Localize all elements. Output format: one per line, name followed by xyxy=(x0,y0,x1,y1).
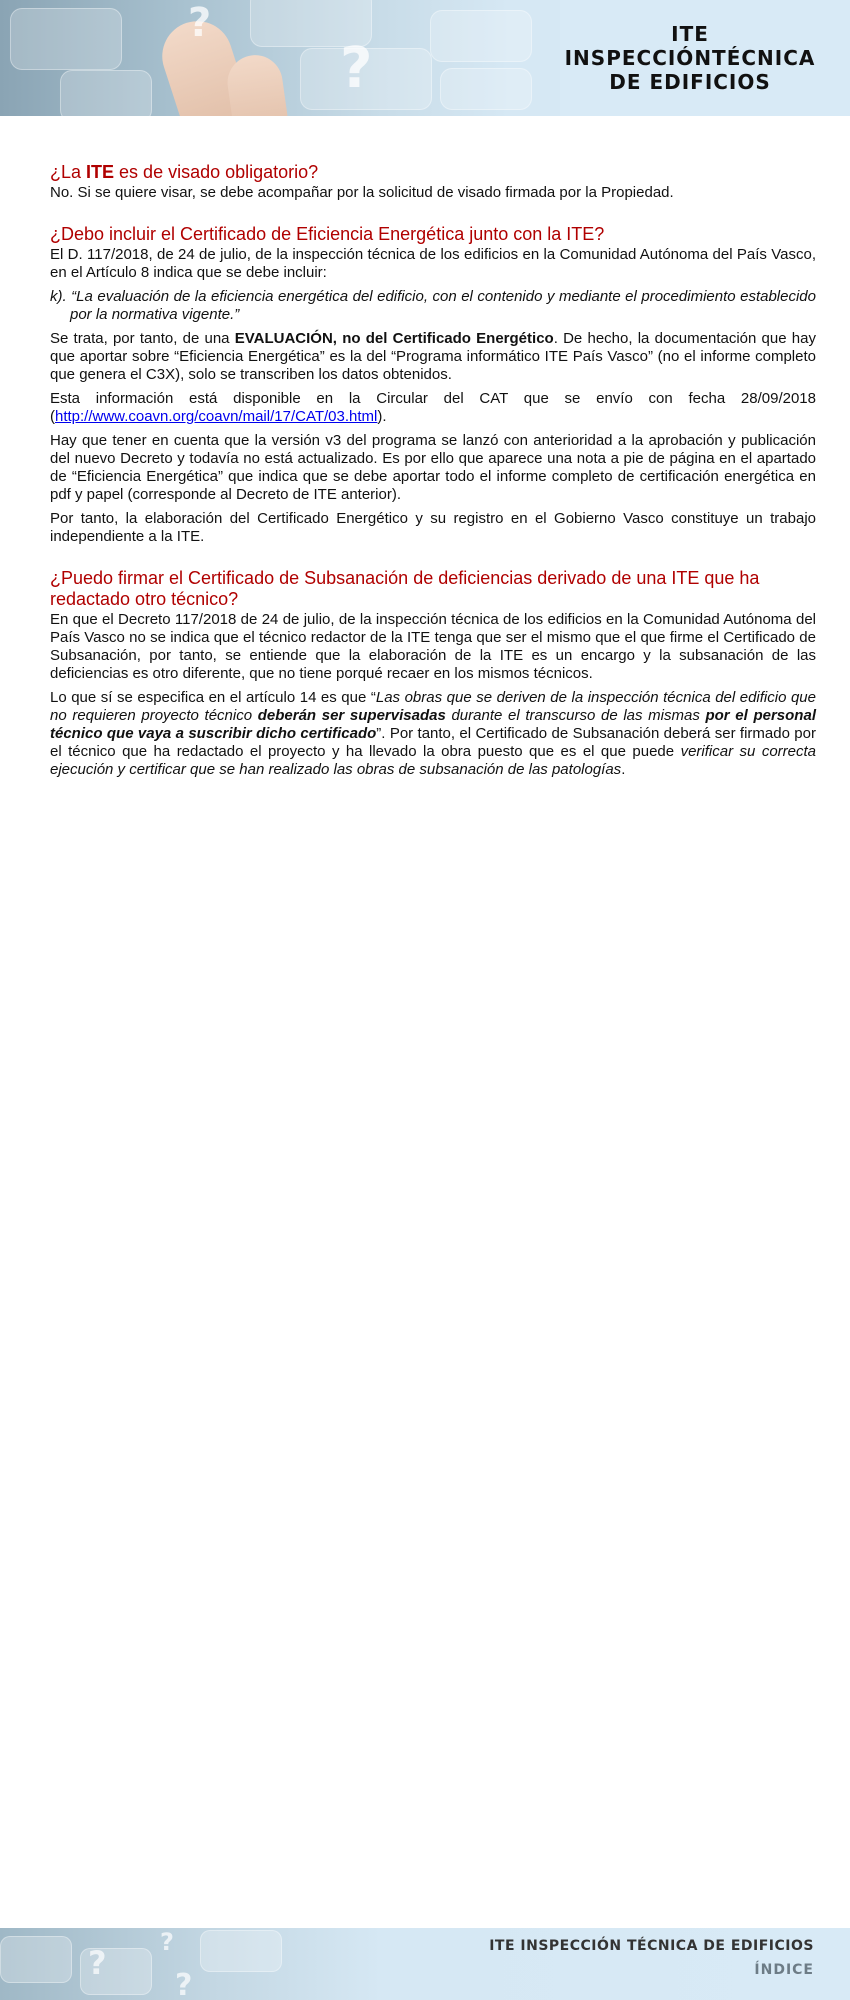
question-text: ¿La xyxy=(50,162,87,182)
title-line: ITE xyxy=(671,22,709,46)
index-link[interactable]: ÍNDICE xyxy=(754,1962,814,1978)
question-mark-icon: ? xyxy=(175,1968,193,2000)
faq-content xyxy=(50,162,816,801)
question-text-bold: ITE xyxy=(86,162,115,182)
question-mark-icon: ? xyxy=(340,36,373,101)
footer-title: ITE INSPECCIÓN TÉCNICA DE EDIFICIOS xyxy=(489,1938,814,1954)
title-line: INSPECCIÓNTÉCNICA xyxy=(564,46,816,70)
decor-tile xyxy=(0,1936,72,1983)
answer-text: . xyxy=(621,761,626,778)
faq-answer: Por tanto, la elaboración del Certificado Energético y su registro en el Gobierno Vasco constituye un trabajo independiente a la ITE. xyxy=(50,510,816,545)
decor-tile xyxy=(440,68,532,110)
faq-question: ¿Debo incluir el Certificado de Eficiencia Energética junto con la ITE? xyxy=(50,224,605,244)
answer-text: . De hecho, la documentación que hay que aportar sobre “Eficiencia Energética” es la del “Programa informático ITE País Vasco” (no el informe completo que genera el C3X), solo se transcriben los datos obtenidos. xyxy=(50,330,816,383)
question-mark-icon: ? xyxy=(160,1928,174,1956)
decor-tile xyxy=(200,1930,282,1972)
faq-answer: No. Si se quiere visar, se debe acompañar por la solicitud de visado firmada por la Propiedad. xyxy=(50,184,674,201)
answer-text: ”. Por tanto, el Certificado de Subsanación deberá ser firmado por el técnico que ha redactado el proyecto y ha llevado la obra puesto que es el que puede xyxy=(50,725,816,760)
decor-tile xyxy=(430,10,532,62)
header-banner xyxy=(0,0,850,116)
page-title xyxy=(555,22,825,94)
answer-text-bold-italic: por el personal técnico que vaya a suscribir dicho certificado xyxy=(50,707,816,742)
circular-link[interactable]: http://www.coavn.org/coavn/mail/17/CAT/03.html xyxy=(55,408,378,425)
answer-text: ). xyxy=(377,408,387,425)
answer-text-italic: durante el transcurso de las mismas xyxy=(445,707,706,724)
faq-question xyxy=(50,162,816,183)
question-mark-icon: ? xyxy=(88,1944,107,1982)
decor-tile xyxy=(10,8,122,70)
title-line: DE EDIFICIOS xyxy=(609,70,771,94)
faq-answer: En que el Decreto 117/2018 de 24 de julio, de la inspección técnica de los edificios en la Comunidad Autónoma del País Vasco no se indica que el técnico redactor de la ITE tenga que ser el mismo que el que firme el Certificado de Subsanación, por tanto, se entiende que la elaboración de la ITE es un encargo y la subsanación de las deficiencias es otro diferente, que no tiene porqué recaer en los mismos técnicos. xyxy=(50,611,816,682)
faq-section xyxy=(50,568,816,779)
answer-text-italic: Las obras que se deriven de la inspección técnica del edificio que no requieren proyecto técnico xyxy=(50,689,816,724)
faq-section xyxy=(50,162,816,202)
answer-text-bold: EVALUACIÓN, no del Certificado Energético xyxy=(234,330,554,347)
answer-text: Esta información está disponible en la Circular del CAT que se envío con fecha 28/09/2018 ( xyxy=(50,390,816,425)
faq-quote: k). “La evaluación de la eficiencia energética del edificio, con el contenido y mediante el procedimiento establecido por la normativa vigente.” xyxy=(50,288,816,323)
faq-answer xyxy=(50,390,816,426)
faq-answer xyxy=(50,330,816,384)
faq-question: ¿Puedo firmar el Certificado de Subsanación de deficiencias derivado de una ITE que ha redactado otro técnico? xyxy=(50,568,760,609)
answer-text-bold-italic: deberán ser supervisadas xyxy=(257,707,446,724)
decor-tile xyxy=(60,70,152,116)
faq-section xyxy=(50,224,816,546)
answer-text: Se trata, por tanto, de una xyxy=(50,330,235,347)
question-mark-icon: ? xyxy=(188,0,212,46)
faq-answer: El D. 117/2018, de 24 de julio, de la inspección técnica de los edificios en la Comunidad Autónoma del País Vasco, en el Artículo 8 indica que se debe incluir: xyxy=(50,246,816,281)
footer-banner xyxy=(0,1928,850,2000)
faq-answer: Hay que tener en cuenta que la versión v3 del programa se lanzó con anterioridad a la aprobación y publicación del nuevo Decreto y todavía no está actualizado. Es por ello que aparece una nota a pie de página en el apartado de “Eficiencia Energética” que indica que se debe aportar todo el informe completo de certificación energética en pdf y papel (corresponde al Decreto de ITE anterior). xyxy=(50,432,816,503)
answer-text-italic: verificar su correcta ejecución y certificar que se han realizado las obras de subsanación de las patologías xyxy=(50,743,817,778)
answer-text: Lo que sí se especifica en el artículo 14 es que “ xyxy=(50,689,376,706)
faq-answer xyxy=(50,689,816,779)
question-text: es de visado obligatorio? xyxy=(114,162,319,182)
